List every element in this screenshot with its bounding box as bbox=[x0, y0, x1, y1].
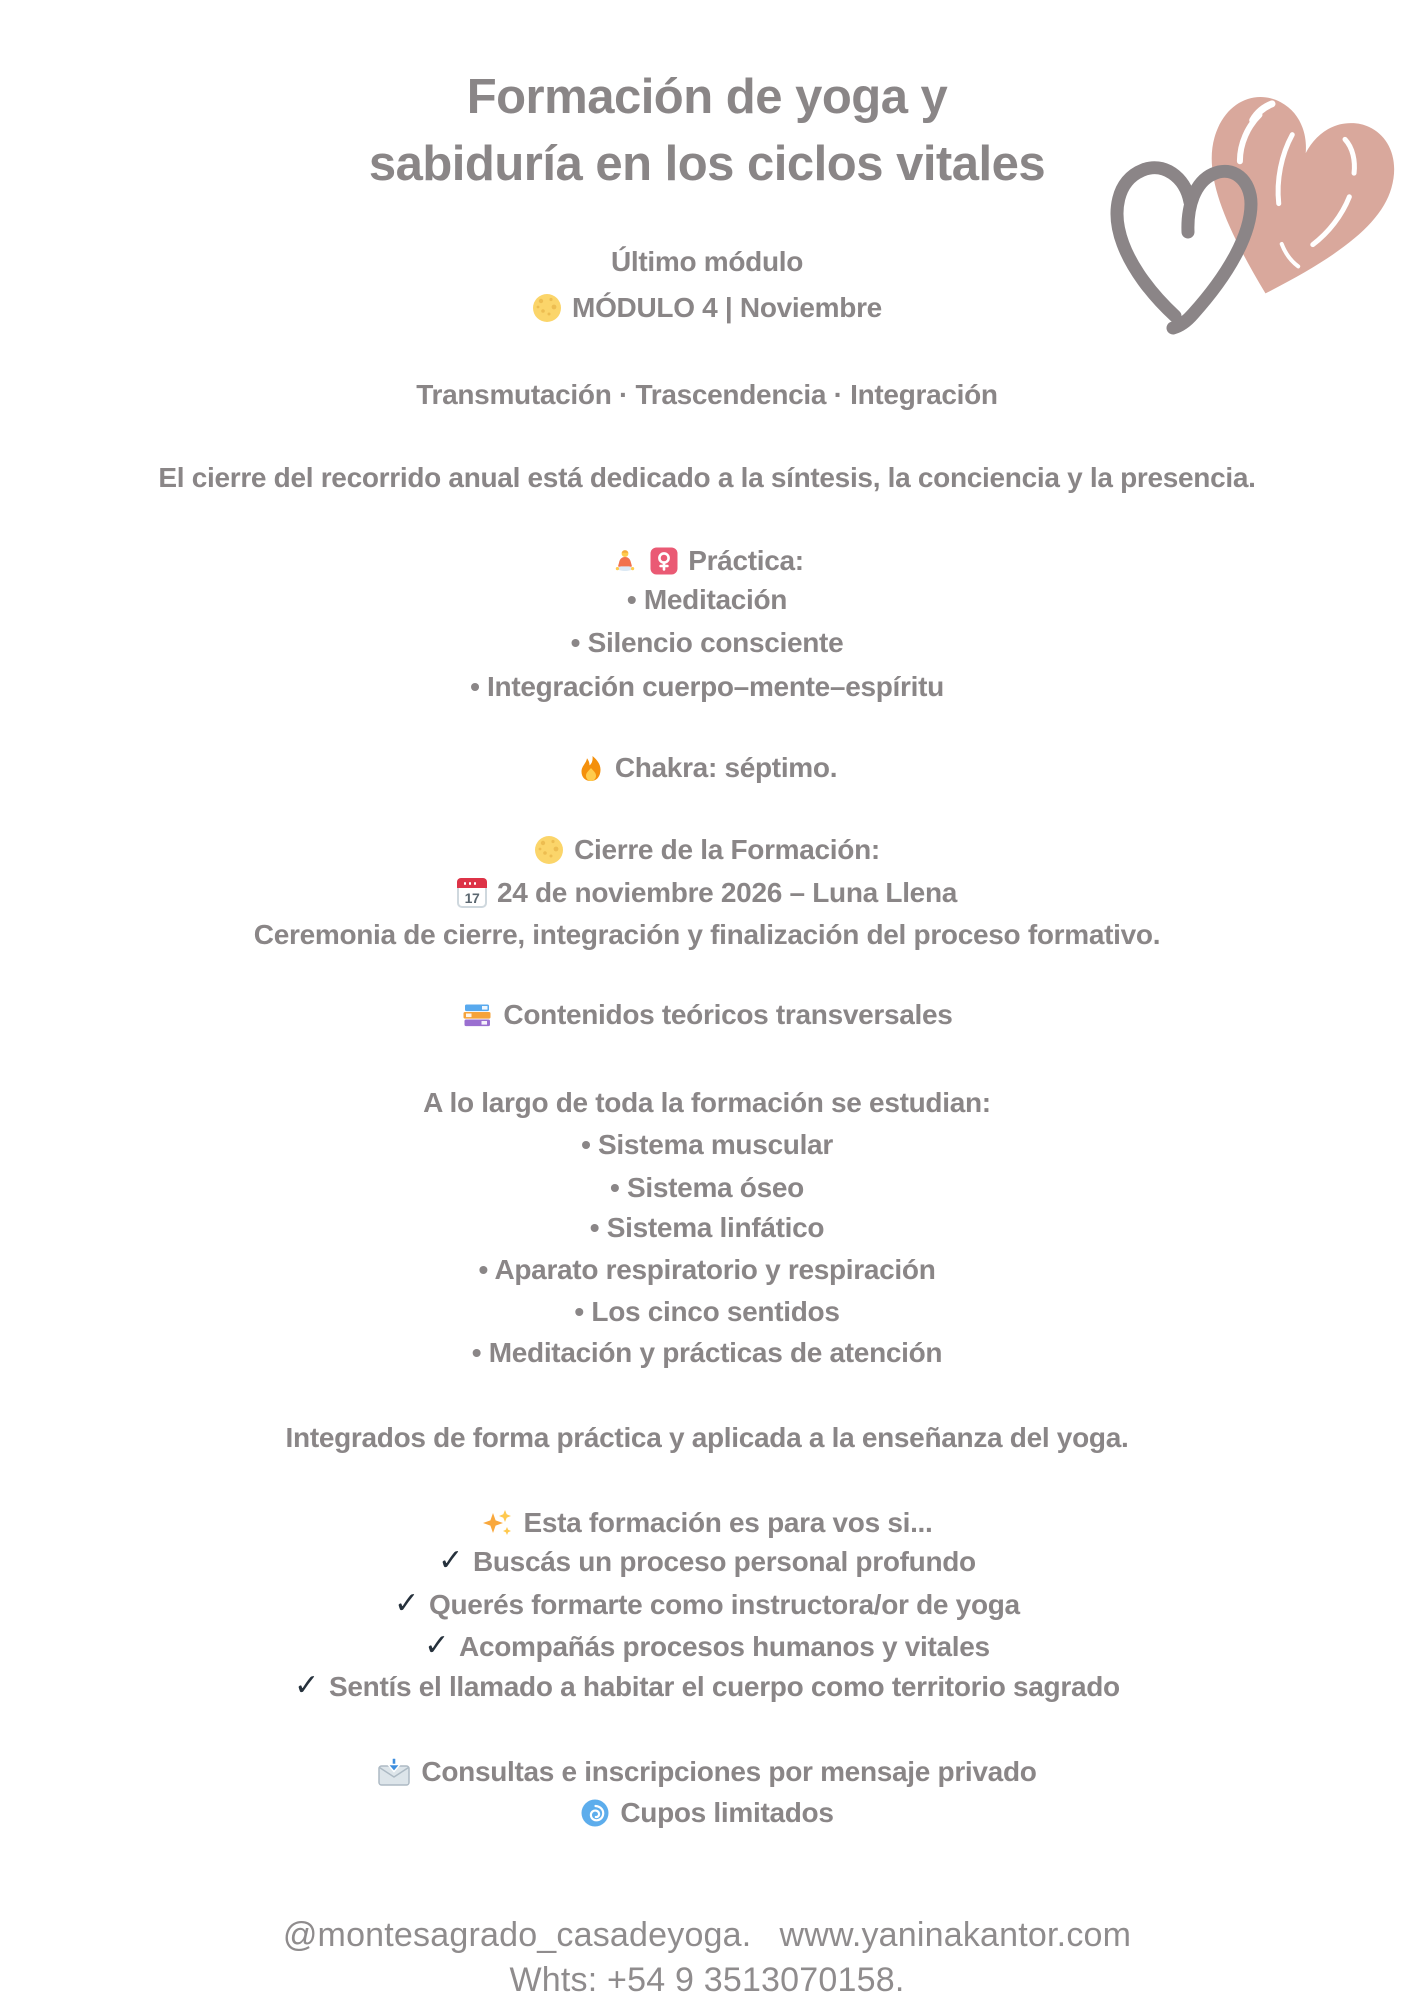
contact-line-quota: Cupos limitados bbox=[0, 1792, 1414, 1834]
calendar-icon bbox=[457, 878, 487, 908]
full-moon-icon bbox=[534, 835, 564, 865]
books-icon bbox=[461, 1000, 493, 1030]
contents-item: • Meditación y prácticas de atención bbox=[471, 1337, 943, 1368]
footer-line bbox=[0, 1912, 1414, 1958]
envelope-arrow-icon bbox=[377, 1757, 411, 1787]
calendar-icon-header bbox=[457, 878, 487, 888]
calendar-icon-day: 17 bbox=[464, 889, 480, 906]
audience-heading: Esta formación es para vos si... bbox=[0, 1502, 1414, 1544]
audience-item: ✓ Sentís el llamado a habitar el cuerpo como territorio sagrado bbox=[294, 1668, 1120, 1703]
contents-item: • Sistema óseo bbox=[610, 1172, 804, 1203]
chakra-line: Chakra: séptimo. bbox=[0, 747, 1414, 789]
check-icon: ✓ bbox=[424, 1628, 450, 1663]
themes-line: Transmutación · Trascendencia · Integración bbox=[416, 379, 998, 410]
practice-item: • Silencio consciente bbox=[570, 627, 844, 658]
contents-item: • Aparato respiratorio y respiración bbox=[478, 1254, 936, 1285]
subtitle-last-module: Último módulo bbox=[610, 246, 804, 277]
module-heading: MÓDULO 4 | Noviembre bbox=[0, 287, 1414, 329]
contents-outro: Integrados de forma práctica y aplicada a la enseñanza del yoga. bbox=[285, 1422, 1129, 1453]
footer-handle: @montesagrado_casadeyoga. bbox=[282, 1915, 752, 1954]
contents-item: • Sistema muscular bbox=[581, 1129, 833, 1160]
sparkles-icon bbox=[481, 1508, 513, 1538]
contents-item: • Los cinco sentidos bbox=[574, 1296, 840, 1327]
fire-icon bbox=[577, 753, 605, 783]
page-title-line2: sabiduría en los ciclos vitales bbox=[368, 137, 1046, 191]
audience-item: ✓ Acompañás procesos humanos y vitales bbox=[424, 1628, 990, 1663]
audience-item: ✓ Querés formarte como instructora/or de yoga bbox=[394, 1586, 1020, 1621]
footer-website: www.yaninakantor.com bbox=[779, 1915, 1132, 1954]
lotus-person-icon bbox=[610, 548, 640, 574]
practice-item: • Meditación bbox=[626, 584, 788, 615]
check-icon: ✓ bbox=[394, 1586, 420, 1621]
page-title bbox=[0, 64, 1414, 198]
female-sign-icon bbox=[650, 547, 678, 575]
cyclone-icon bbox=[580, 1798, 610, 1828]
page-title-line1: Formación de yoga y bbox=[466, 70, 948, 124]
closing-date: 17 24 de noviembre 2026 – Luna Llena bbox=[0, 872, 1414, 914]
contact-line-private: Consultas e inscripciones por mensaje privado bbox=[0, 1751, 1414, 1793]
closing-description: Ceremonia de cierre, integración y finalización del proceso formativo. bbox=[253, 919, 1161, 950]
check-icon: ✓ bbox=[438, 1543, 463, 1578]
contents-heading: Contenidos teóricos transversales bbox=[0, 994, 1414, 1036]
full-moon-icon bbox=[532, 293, 562, 323]
closing-heading: Cierre de la Formación: bbox=[0, 829, 1414, 871]
footer-phone: Whts: +54 9 3513070158. bbox=[509, 1960, 905, 1999]
contents-item: • Sistema linfático bbox=[589, 1212, 825, 1243]
practice-heading: Práctica: bbox=[0, 540, 1414, 582]
practice-item: • Integración cuerpo–mente–espíritu bbox=[470, 671, 944, 702]
audience-item: ✓ Buscás un proceso personal profundo bbox=[438, 1543, 976, 1578]
intro-paragraph: El cierre del recorrido anual está dedicado a la síntesis, la conciencia y la presencia. bbox=[158, 462, 1256, 493]
check-icon: ✓ bbox=[294, 1668, 320, 1703]
contents-intro: A lo largo de toda la formación se estudian: bbox=[423, 1087, 991, 1118]
